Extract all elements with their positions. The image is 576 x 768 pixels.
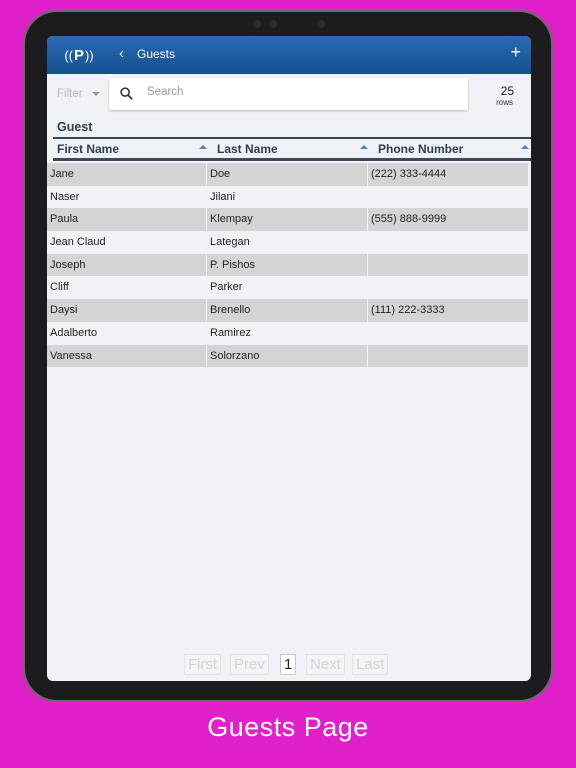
table-group-title: Guest (57, 120, 93, 134)
cell-last-name: P. Pishos (207, 254, 368, 277)
column-header-last-name[interactable]: Last Name (217, 142, 278, 156)
table-row[interactable] (47, 186, 531, 209)
cell-phone: (555) 888-9999 (368, 208, 529, 231)
cell-first-name: Jean Claud (47, 231, 207, 254)
table-row[interactable] (47, 276, 531, 299)
sort-arrow-icon[interactable] (360, 145, 368, 149)
cell-first-name: Cliff (47, 276, 207, 299)
rows-count[interactable]: 25 (500, 84, 514, 98)
cell-first-name: Adalberto (47, 322, 207, 345)
logo-p-icon: P (73, 46, 84, 64)
signal-right-icon: )) (85, 47, 94, 63)
cell-first-name: Vanessa (47, 345, 207, 368)
cell-last-name: Doe (207, 163, 368, 186)
cell-phone (368, 231, 529, 254)
cell-first-name: Joseph (47, 254, 207, 277)
table-row[interactable] (47, 163, 531, 186)
add-button[interactable]: + (510, 42, 521, 62)
cell-last-name: Ramirez (207, 322, 368, 345)
top-bar (47, 36, 531, 74)
rows-label: rows (496, 98, 513, 107)
table-row[interactable] (47, 254, 531, 277)
cell-phone (368, 254, 529, 277)
cell-last-name: Lategan (207, 231, 368, 254)
cell-phone (368, 322, 529, 345)
camera-dot (253, 20, 261, 28)
app-screen (47, 36, 531, 681)
cell-last-name: Klempay (207, 208, 368, 231)
search-input[interactable] (147, 86, 447, 98)
cell-last-name: Parker (207, 276, 368, 299)
filter-dropdown[interactable]: Filter (57, 88, 83, 100)
column-header-phone-number[interactable]: Phone Number (378, 142, 464, 156)
sort-arrow-icon[interactable] (521, 145, 529, 149)
cell-last-name: Jilani (207, 186, 368, 209)
table-row[interactable] (47, 208, 531, 231)
cell-first-name: Daysi (47, 299, 207, 322)
app-logo[interactable] (57, 42, 101, 68)
cell-first-name: Naser (47, 186, 207, 209)
page-caption: Guests Page (207, 712, 369, 742)
cell-last-name: Solorzano (207, 345, 368, 368)
prev-page-button[interactable]: Prev (230, 654, 269, 675)
table-body (47, 163, 531, 367)
back-chevron-icon[interactable]: ‹ (119, 45, 124, 62)
first-page-button[interactable]: First (184, 654, 221, 675)
filter-caret-icon[interactable] (92, 92, 100, 96)
cell-first-name: Paula (47, 208, 207, 231)
cell-last-name: Brenello (207, 299, 368, 322)
next-page-button[interactable]: Next (306, 654, 345, 675)
page-title: Guests (137, 47, 176, 61)
table-row[interactable] (47, 231, 531, 254)
table-row[interactable] (47, 345, 531, 368)
cell-phone: (111) 222-3333 (368, 299, 529, 322)
table-row[interactable] (47, 299, 531, 322)
table-row[interactable] (47, 322, 531, 345)
tablet-frame (23, 10, 553, 702)
camera-dot (269, 20, 277, 28)
column-header-first-name[interactable]: First Name (57, 142, 120, 156)
cell-phone (368, 276, 529, 299)
filter-bar (47, 74, 531, 114)
cell-phone (368, 345, 529, 368)
cell-first-name: Jane (47, 163, 207, 186)
cell-phone (368, 186, 529, 209)
pagination (47, 654, 531, 676)
cell-phone: (222) 333-4444 (368, 163, 529, 186)
sort-arrow-icon[interactable] (199, 145, 207, 149)
search-icon (120, 87, 133, 100)
camera-dot (317, 20, 325, 28)
last-page-button[interactable]: Last (352, 654, 388, 675)
current-page-button[interactable]: 1 (280, 654, 296, 675)
search-box[interactable] (109, 78, 468, 110)
signal-left-icon: (( (64, 47, 73, 63)
table-header (53, 137, 531, 161)
